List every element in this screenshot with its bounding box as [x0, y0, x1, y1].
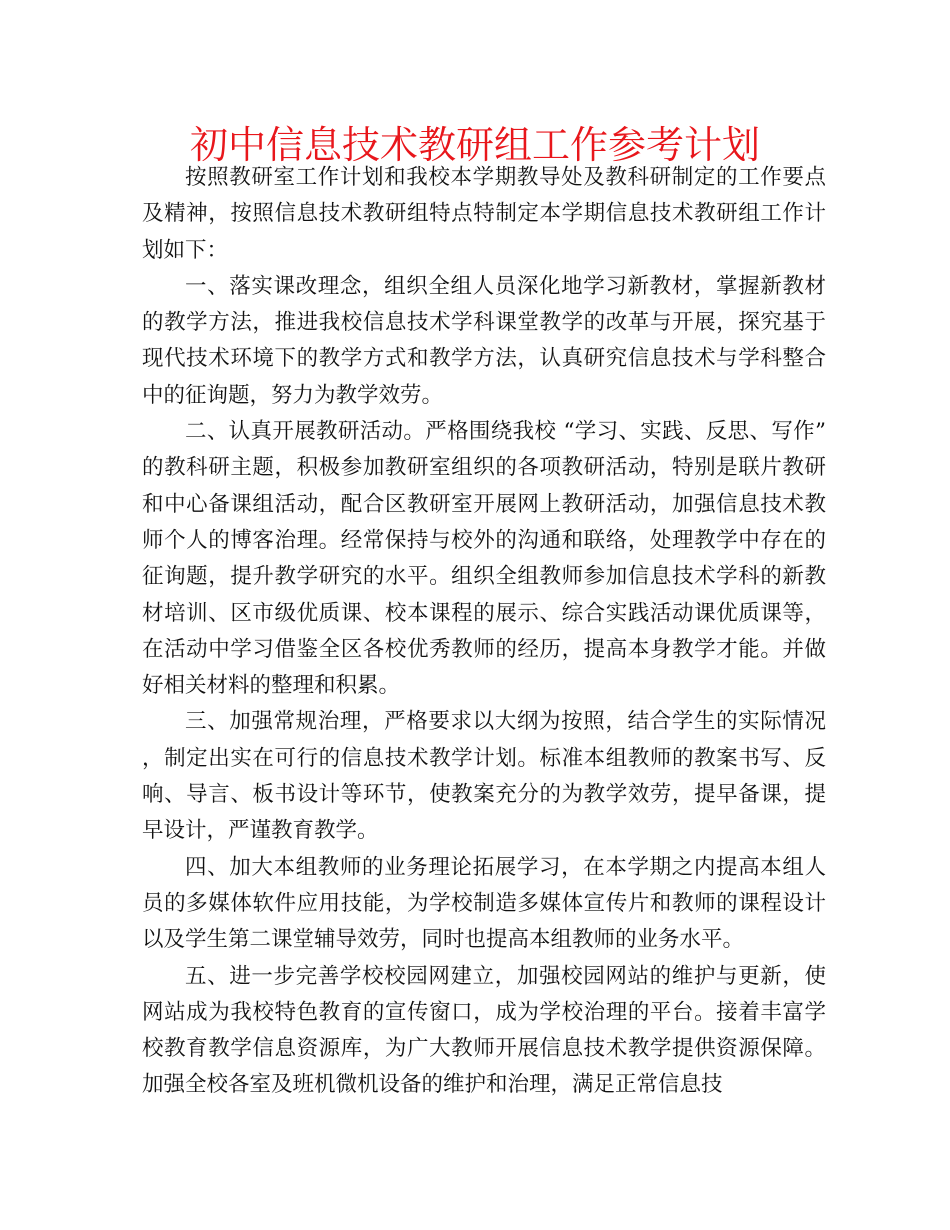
paragraph-item-2: 二、认真开展教研活动。严格围绕我校 “学习、实践、反思、写作” 的教科研主题，积极参加教研室组织的各项教研活动，特别是联片教研和中心备课组活动，配合区教研室开展网上教研活动，加强信息技术教师个人的博客治理。经常保持与校外的沟通和联络，处理教学中存在的征询题，提升教学研究的水平。组织全组教师参加信息技术学科的新教材培训、区市级优质课、校本课程的展示、综合实践活动课优质课等，在活动中学习借鉴全区各校优秀教师的经历，提高本身教学才能。并做好相关材料的整理和积累。: [142, 419, 826, 699]
document-title: 初中信息技术教研组工作参考计划: [189, 123, 760, 167]
document-body: [142, 160, 826, 1104]
paragraph-item-3: 三、加强常规治理，严格要求以大纲为按照，结合学生的实际情况，制定出实在可行的信息技术教学计划。标准本组教师的教案书写、反响、导言、板书设计等环节，使教案充分的为教学效劳，提早备课，提早设计，严谨教育教学。: [142, 709, 826, 844]
paragraph-item-5: 五、进一步完善学校校园网建立，加强校园网站的维护与更新，使网站成为我校特色教育的宣传窗口，成为学校治理的平台。接着丰富学校教育教学信息资源库，为广大教师开展信息技术教学提供资源保障。加强全校各室及班机微机设备的维护和治理，满足正常信息技: [142, 963, 826, 1098]
paragraph-item-4: 四、加大本组教师的业务理论拓展学习，在本学期之内提高本组人员的多媒体软件应用技能，为学校制造多媒体宣传片和教师的课程设计以及学生第二课堂辅导效劳，同时也提高本组教师的业务水平。: [142, 854, 826, 953]
paragraph-item-1: 一、落实课改理念，组织全组人员深化地学习新教材，掌握新教材的教学方法，推进我校信息技术学科课堂教学的改革与开展，探究基于现代技术环境下的教学方式和教学方法，认真研究信息技术与学科整合中的征询题，努力为教学效劳。: [142, 273, 826, 408]
paragraph-intro: 按照教研室工作计划和我校本学期教导处及教科研制定的工作要点及精神，按照信息技术教研组特点特制定本学期信息技术教研组工作计划如下：: [142, 165, 826, 263]
